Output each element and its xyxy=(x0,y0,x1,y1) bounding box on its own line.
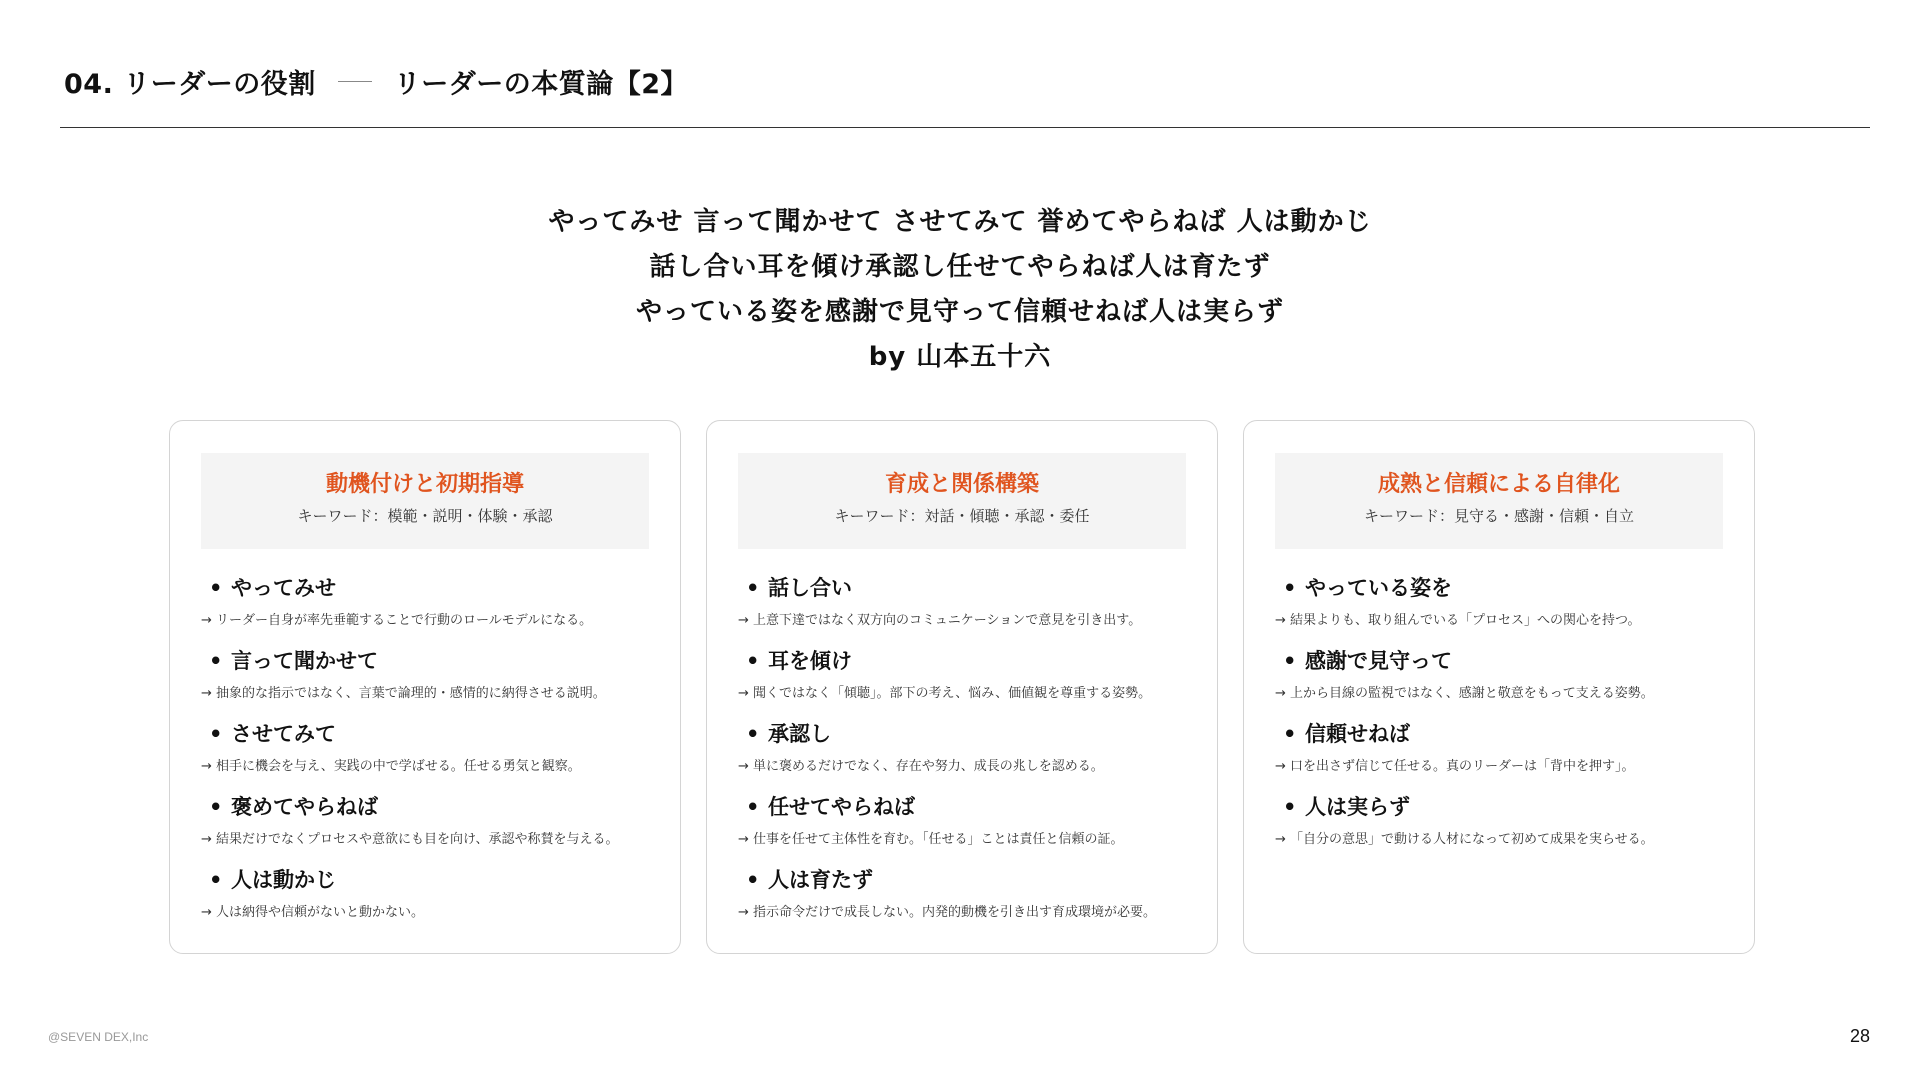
item-heading: 承認し xyxy=(768,722,831,746)
list-item xyxy=(201,646,649,719)
item-description: → 上意下達ではなく双方向のコミュニケーションで意見を引き出す。 xyxy=(738,613,1142,628)
item-heading: やっている姿を xyxy=(1305,576,1452,600)
list-item xyxy=(738,646,1186,719)
item-heading: やってみせ xyxy=(231,576,336,600)
list-item xyxy=(1275,573,1723,646)
bullet-icon: • xyxy=(209,868,223,892)
card-header xyxy=(738,453,1186,549)
card-header xyxy=(1275,453,1723,549)
item-description: → 「自分の意思」で動ける人材になって初めて成果を実らせる。 xyxy=(1275,832,1654,847)
card-items xyxy=(1275,573,1723,865)
card-keywords: キーワード：模範・説明・体験・承認 xyxy=(297,507,553,525)
item-description: → 指示命令だけで成長しない。内発的動機を引き出す育成環境が必要。 xyxy=(738,905,1157,920)
bullet-icon: • xyxy=(746,868,760,892)
item-heading: 人は育たず xyxy=(768,868,873,892)
card-title: 育成と関係構築 xyxy=(884,472,1039,497)
bullet-icon: • xyxy=(209,795,223,819)
bullet-icon: • xyxy=(1283,649,1297,673)
item-heading: させてみて xyxy=(231,722,336,746)
card-motivation xyxy=(169,420,681,954)
card-keywords: キーワード：対話・傾聴・承認・委任 xyxy=(834,507,1090,525)
list-item xyxy=(1275,792,1723,865)
list-item xyxy=(201,792,649,865)
list-item xyxy=(201,573,649,646)
list-item xyxy=(738,573,1186,646)
item-description: → 相手に機会を与え、実践の中で学ばせる。任せる勇気と観察。 xyxy=(201,759,581,774)
list-item xyxy=(738,792,1186,865)
bullet-icon: • xyxy=(1283,795,1297,819)
bullet-icon: • xyxy=(746,795,760,819)
item-description: → 上から目線の監視ではなく、感謝と敬意をもって支える姿勢。 xyxy=(1275,686,1654,701)
slide-title: リーダーの本質論【2】 xyxy=(393,69,689,100)
header-separator xyxy=(338,81,372,82)
item-description: → 人は納得や信頼がないと動かない。 xyxy=(201,905,425,920)
list-item xyxy=(1275,646,1723,719)
item-heading: 感謝で見守って xyxy=(1305,649,1452,673)
bullet-icon: • xyxy=(746,722,760,746)
card-items xyxy=(201,573,649,938)
card-autonomy xyxy=(1243,420,1755,954)
copyright: @SEVEN DEX,Inc xyxy=(48,1030,149,1044)
item-description: → 仕事を任せて主体性を育む。「任せる」ことは責任と信頼の証。 xyxy=(738,832,1124,847)
item-description: → 結果よりも、取り組んでいる「プロセス」への関心を持つ。 xyxy=(1275,613,1641,628)
item-heading: 人は動かじ xyxy=(231,868,336,892)
item-heading: 耳を傾け xyxy=(768,649,852,673)
bullet-icon: • xyxy=(746,576,760,600)
item-description: → 聞くではなく「傾聴」。部下の考え、悩み、価値観を尊重する姿勢。 xyxy=(738,686,1152,701)
item-description: → リーダー自身が率先垂範することで行動のロールモデルになる。 xyxy=(201,613,593,628)
item-heading: 褒めてやらねば xyxy=(231,795,378,819)
bullet-icon: • xyxy=(209,722,223,746)
item-heading: 任せてやらねば xyxy=(768,795,915,819)
item-heading: 話し合い xyxy=(768,576,852,600)
card-keywords: キーワード：見守る・感謝・信頼・自立 xyxy=(1363,507,1634,525)
page-number: 28 xyxy=(1849,1026,1870,1046)
list-item xyxy=(201,865,649,938)
list-item xyxy=(738,719,1186,792)
card-title: 成熟と信頼による自律化 xyxy=(1377,472,1620,497)
poem-line-2: 話し合い耳を傾け承認し任せてやらねば人は育たず xyxy=(649,252,1271,282)
list-item xyxy=(738,865,1186,938)
slide-header xyxy=(64,62,688,101)
card-header xyxy=(201,453,649,549)
poem-line-3: やっている姿を感謝で見守って信頼せねば人は実らず xyxy=(635,297,1284,327)
poem-quote xyxy=(0,200,1920,380)
card-title: 動機付けと初期指導 xyxy=(325,472,524,497)
item-heading: 信頼せねば xyxy=(1305,722,1410,746)
bullet-icon: • xyxy=(1283,576,1297,600)
header-divider xyxy=(60,127,1870,128)
bullet-icon: • xyxy=(209,576,223,600)
poem-author: by 山本五十六 xyxy=(868,342,1052,372)
bullet-icon: • xyxy=(746,649,760,673)
poem-line-1: やってみせ 言って聞かせて させてみて 誉めてやらねば 人は動かじ xyxy=(548,207,1372,237)
section-label: 04. リーダーの役割 xyxy=(64,69,316,100)
card-items xyxy=(738,573,1186,938)
item-heading: 言って聞かせて xyxy=(231,649,378,673)
list-item xyxy=(201,719,649,792)
bullet-icon: • xyxy=(1283,722,1297,746)
list-item xyxy=(1275,719,1723,792)
item-description: → 抽象的な指示ではなく、言葉で論理的・感情的に納得させる説明。 xyxy=(201,686,606,701)
item-description: → 口を出さず信じて任せる。真のリーダーは「背中を押す」。 xyxy=(1275,759,1635,774)
item-description: → 単に褒めるだけでなく、存在や努力、成長の兆しを認める。 xyxy=(738,759,1104,774)
card-development xyxy=(706,420,1218,954)
item-description: → 結果だけでなくプロセスや意欲にも目を向け、承認や称賛を与える。 xyxy=(201,832,619,847)
cards-row xyxy=(169,420,1755,954)
item-heading: 人は実らず xyxy=(1305,795,1410,819)
bullet-icon: • xyxy=(209,649,223,673)
